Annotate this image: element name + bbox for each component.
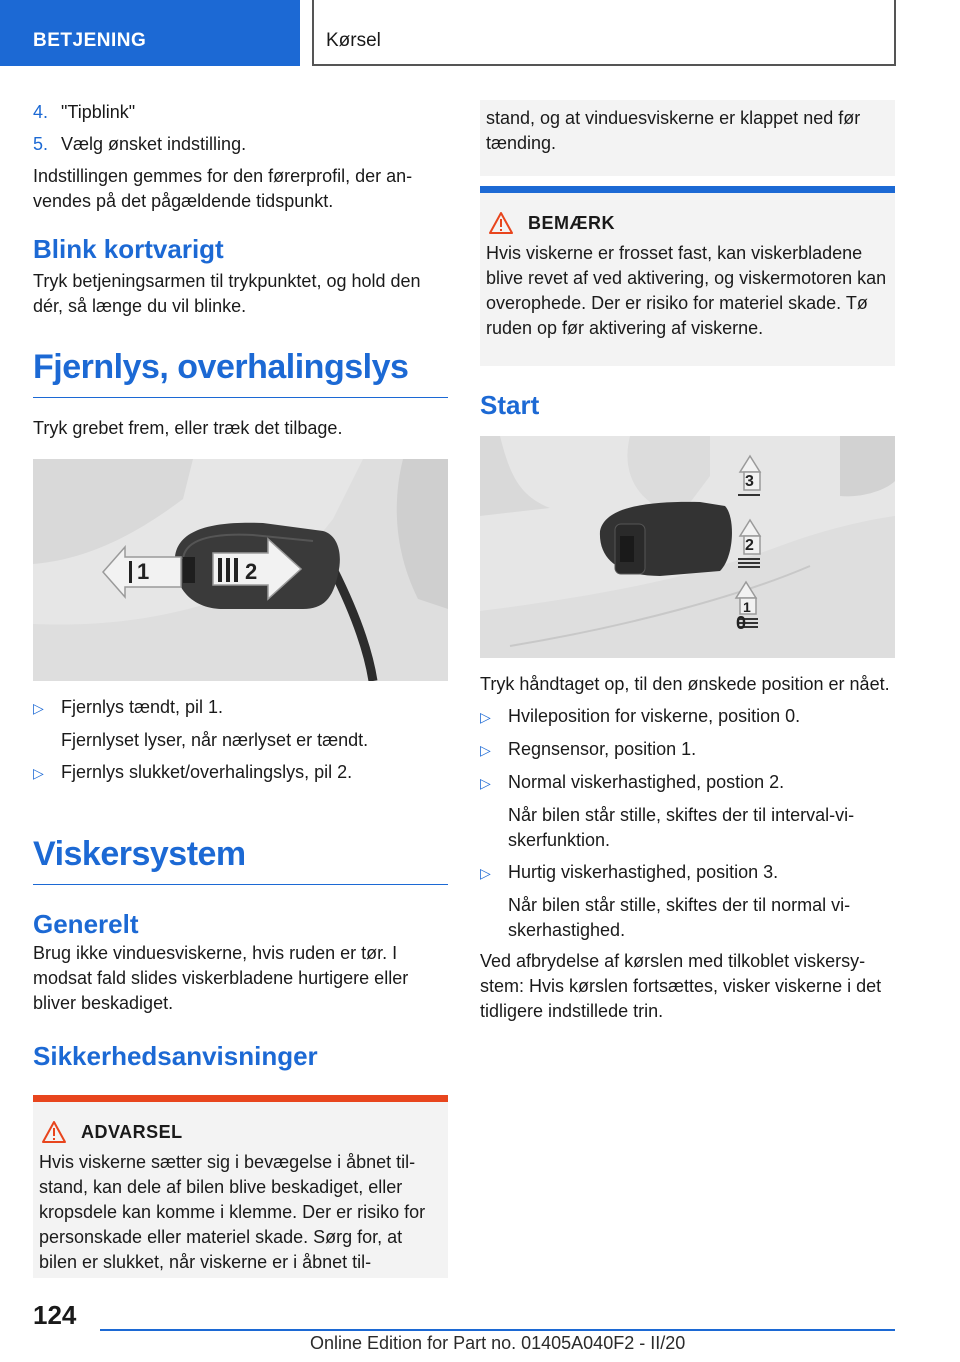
heading-blink: Blink kortvarigt	[33, 234, 224, 264]
arrow-label-2: 2	[245, 559, 258, 584]
position-label-0: 0	[736, 613, 747, 633]
list-item	[480, 860, 895, 886]
list-item-text: Fjernlys tændt, pil 1.	[61, 697, 224, 717]
wiper-lever-illustration	[480, 436, 895, 658]
bullet-triangle-icon: ▷	[480, 775, 491, 791]
position-label-1: 1	[743, 599, 751, 615]
heading-safety: Sikkerhedsanvisninger	[33, 1041, 318, 1071]
arrow-label-1: 1	[137, 559, 150, 584]
step-number: 5.	[33, 134, 49, 154]
footer-divider	[100, 1329, 895, 1331]
note-label: BEMÆRK	[528, 213, 615, 233]
warning-box-continued	[480, 100, 895, 176]
position-label-2: 2	[745, 537, 754, 554]
warning-text: Hvis viskerne sætter sig i bevægelse i åbnet til-stand, kan dele af bilen blive beskadiget, eller kropsdele kan komme i klemme. Der er risiko for personskade eller materiel skade. Sørg for, at bilen er slukket, når viskerne er i åbnet til-	[39, 1152, 426, 1272]
step-number: 4.	[33, 102, 49, 122]
list-item	[33, 760, 448, 786]
left-column	[33, 100, 448, 1278]
note-box	[480, 186, 895, 366]
highbeam-bullet-list	[33, 695, 448, 786]
warning-box	[33, 1095, 448, 1278]
page-header	[0, 0, 960, 66]
heading-start: Start	[480, 390, 540, 420]
paragraph: Brug ikke vinduesviskerne, hvis ruden er tør. I modsat fald slides viskerbladene hurtigere eller bliver beskadiget.	[33, 943, 409, 1013]
step-item	[33, 100, 448, 125]
right-column	[480, 100, 895, 1024]
note-header	[486, 193, 887, 235]
list-item-subtext: Når bilen står stille, skiftes der til interval-vi-skerfunktion.	[508, 805, 855, 850]
list-item-text: Fjernlys slukket/overhalingslys, pil 2.	[61, 762, 353, 782]
bullet-triangle-icon: ▷	[480, 865, 491, 881]
section-tab: BETJENING	[0, 0, 300, 66]
paragraph: Indstillingen gemmes for den førerprofil, der an-vendes på det pågældende tidspunkt.	[33, 166, 413, 211]
list-item-text: Regnsensor, position 1.	[508, 739, 697, 759]
list-item-subtext: Fjernlyset lyser, når nærlyset er tændt.	[61, 730, 369, 750]
edition-note: Online Edition for Part no. 01405A040F2 - II/20	[310, 1333, 686, 1353]
heading-highbeam: Fjernlys, overhalingslys	[33, 347, 448, 398]
highbeam-lever-drawing	[33, 459, 448, 681]
list-item-text: Hurtig viskerhastighed, position 3.	[508, 862, 779, 882]
list-item-text: Hvileposition for viskerne, position 0.	[508, 706, 801, 726]
highbeam-illustration	[33, 459, 448, 681]
bullet-triangle-icon: ▷	[480, 742, 491, 758]
step-text: "Tipblink"	[61, 102, 136, 122]
list-item-text: Normal viskerhastighed, postion 2.	[508, 772, 785, 792]
step-item	[33, 132, 448, 157]
list-item	[480, 737, 895, 763]
step-text: Vælg ønsket indstilling.	[61, 134, 247, 154]
paragraph: Tryk håndtaget op, til den ønskede position er nået.	[480, 674, 890, 694]
warning-triangle-icon	[41, 1120, 67, 1144]
note-text: Hvis viskerne er frosset fast, kan viskerbladene blive revet af ved aktivering, og viskermotoren kan overophede. Der er risiko for materiel skade. Tø ruden op før aktivering af viskerne.	[486, 243, 887, 338]
paragraph: Tryk betjeningsarmen til trykpunktet, og hold den dér, så længe du vil blinke.	[33, 271, 421, 316]
list-item	[33, 695, 448, 721]
warning-header	[39, 1102, 440, 1144]
warning-text-continued: stand, og at vinduesviskerne er klappet ned før tænding.	[486, 108, 861, 153]
step-list	[33, 100, 448, 157]
heading-general: Generelt	[33, 909, 139, 939]
bullet-triangle-icon: ▷	[480, 709, 491, 725]
start-bullet-list	[480, 704, 895, 943]
notice-triangle-icon	[488, 211, 514, 235]
list-item	[480, 770, 895, 796]
heading-wiper: Viskersystem	[33, 834, 448, 885]
page-number: 124	[33, 1300, 77, 1330]
warning-label: ADVARSEL	[81, 1122, 183, 1142]
paragraph: Tryk grebet frem, eller træk det tilbage.	[33, 418, 343, 438]
bullet-triangle-icon: ▷	[33, 700, 44, 716]
list-item	[480, 704, 895, 730]
chapter-title: Kørsel	[312, 0, 896, 66]
position-label-3: 3	[745, 473, 754, 490]
bullet-triangle-icon: ▷	[33, 765, 44, 781]
paragraph: Ved afbrydelse af kørslen med tilkoblet viskersy-stem: Hvis kørslen fortsættes, visker viskerne i det tidligere indstillede trin.	[480, 951, 882, 1021]
list-item-subtext: Når bilen står stille, skiftes der til normal vi-skerhastighed.	[508, 895, 851, 940]
wiper-lever-drawing	[480, 436, 895, 658]
